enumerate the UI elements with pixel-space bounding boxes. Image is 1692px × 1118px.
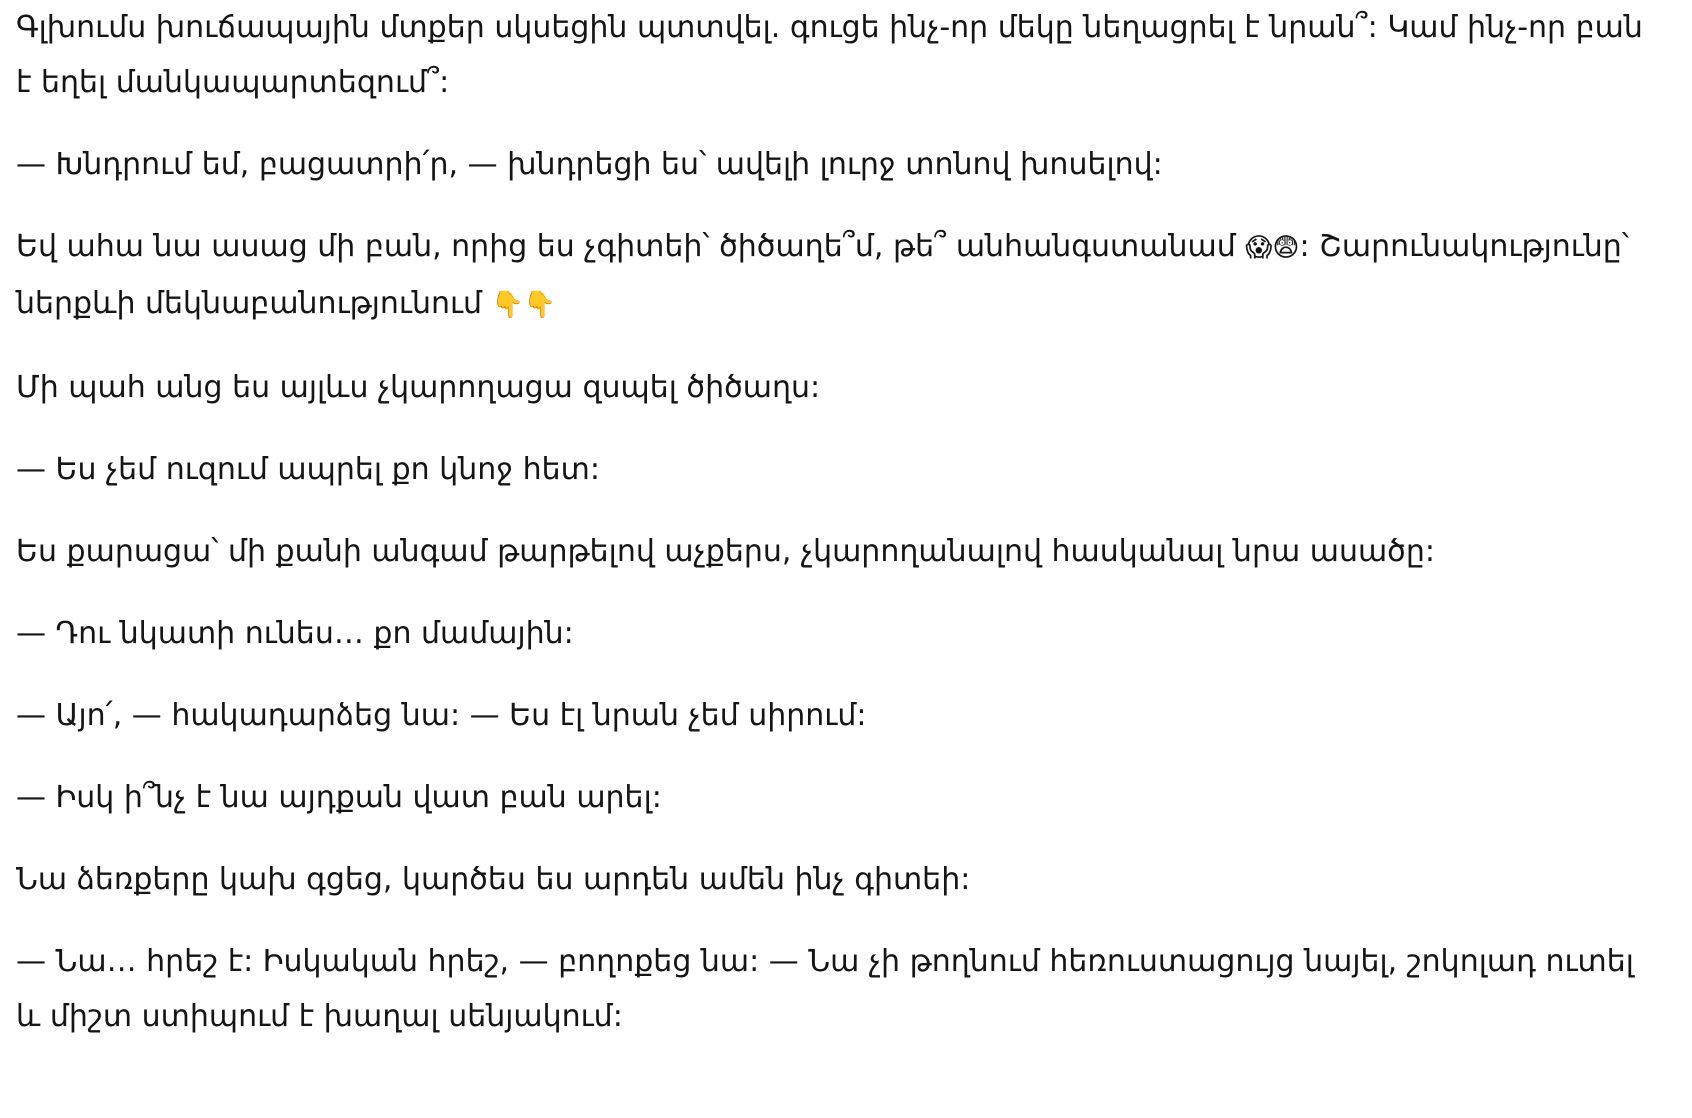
pointing-down-emoji-icon: 👇👇 (491, 290, 557, 320)
paragraph (16, 219, 1656, 333)
story-text (16, 0, 1656, 1071)
paragraph: Նա ձեռքերը կախ գցեց, կարծես ես արդեն ամեն ինչ գիտեի: (16, 862, 971, 897)
paragraph: — Նա… հրեշ է: Իսկական հրեշ, — բողոքեց նա: — Նա չի թողնում հեռուստացույց նայել, շոկոլադ ուտել և միշտ ստիպում է խաղալ սենյակում: (16, 944, 1634, 1034)
paragraph-text: Եվ ահա նա ասաց մի բան, որից ես չգիտեի՝ ծիծաղե՞մ, թե՞ անհանգստանամ (16, 229, 1246, 264)
paragraph: — Ես չեմ ուզում ապրել քո կնոջ հետ: (16, 452, 600, 487)
paragraph-text: : Շարունակությունը՝ ներքևի մեկնաբանությունում (16, 229, 1629, 321)
paragraph: — Այո՛, — հակադարձեց նա: — Ես էլ նրան չեմ սիրում: (16, 698, 867, 733)
scared-face-emoji-icon: 😱😨 (1245, 233, 1300, 263)
paragraph: — Դու նկատի ունես… քո մամային: (16, 616, 574, 651)
paragraph: — Իսկ ի՞նչ է նա այդքան վատ բան արել: (16, 780, 662, 815)
paragraph: Ես քարացա՝ մի քանի անգամ թարթելով աչքերս, չկարողանալով հասկանալ նրա ասածը: (16, 534, 1435, 569)
paragraph: Մի պահ անց ես այլևս չկարողացա զսպել ծիծաղս: (16, 370, 821, 405)
paragraph: — Խնդրում եմ, բացատրի՛ր, — խնդրեցի ես՝ ավելի լուրջ տոնով խոսելով: (16, 147, 1163, 182)
paragraph: Գլխումս խուճապային մտքեր սկսեցին պտտվել. գուցե ինչ-որ մեկը նեղացրել է նրան՞: Կամ ինչ-որ բան է եղել մանկապարտեզում՞: (16, 10, 1643, 100)
